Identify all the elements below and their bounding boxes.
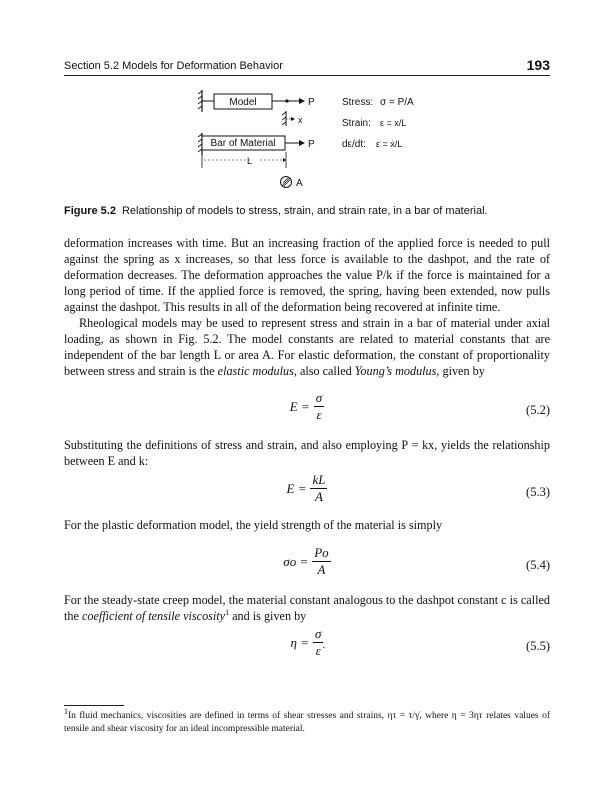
equation-5-5 <box>64 626 550 670</box>
a-label: A <box>296 178 303 189</box>
strain-label: Strain: <box>342 118 371 129</box>
paragraph-2: Rheological models may be used to represent stress and strain in a bar of material under axial loading, as shown in Fig. 5.2. The model constants are related to material constants that are independent of the bar length L or area A. For elastic deformation, the constant of proportionality between stress and strain is the elastic modulus, also called Young’s modulus, given by <box>64 316 550 378</box>
eq53-lhs: E = <box>286 480 307 496</box>
eq52-tag: (5.2) <box>526 403 550 417</box>
arrow-p1-icon <box>299 98 305 104</box>
footnote-text: In fluid mechanics, viscosities are defined in terms of shear stresses and strains, ητ = τ/γ̇, where η = 3ητ relates values of tensile and shear viscosity for an ideal incompressible material. <box>64 711 550 734</box>
paragraph-block-1 <box>64 235 550 379</box>
term-tensile-viscosity: coefficient of tensile viscosity <box>81 609 226 623</box>
equation-5-3 <box>64 472 550 516</box>
eq52-lhs: E = <box>289 398 310 414</box>
paragraph-block-4 <box>64 592 550 624</box>
rate-formula: ε̇ = ẋ/L <box>376 139 403 149</box>
equation-5-2 <box>64 390 550 434</box>
bar-box-label: Bar of Material <box>210 138 276 149</box>
figure-5-2 <box>190 82 430 194</box>
eq55-denominator: ε̇ <box>315 643 321 658</box>
figure-caption <box>64 205 550 217</box>
strain-formula: ε = x/L <box>380 118 407 128</box>
paragraph-block-2 <box>64 437 550 469</box>
equation-5-4 <box>64 545 550 589</box>
arrow-p2-icon <box>299 140 305 146</box>
paragraph-5: For the steady-state creep model, the material constant analogous to the dashpot constant c is called the coefficient of tensile viscosity$^1$ and is given by <box>64 593 550 623</box>
stress-formula: σ = P/A <box>380 97 414 108</box>
eq55-lhs: η = <box>290 634 310 650</box>
eq54-tag: (5.4) <box>526 558 550 572</box>
model-box-label: Model <box>229 97 257 108</box>
footnote-ref: 1 <box>225 607 230 617</box>
footnote <box>64 706 550 736</box>
p-label-2: P <box>308 139 315 150</box>
eq52-denominator: ε <box>316 407 322 422</box>
eq54-lhs: σo = <box>283 553 309 569</box>
x-label: x <box>298 115 303 125</box>
eq55-tag: (5.5) <box>526 639 550 653</box>
caption-text: Relationship of models to stress, strain, and strain rate, in a bar of material. <box>121 205 488 217</box>
page-number: 193 <box>526 57 550 73</box>
l-label: L <box>247 156 253 166</box>
rate-label: dε/dt: <box>342 139 366 150</box>
term-elastic-modulus: elastic modulus <box>217 364 294 378</box>
eq55-numerator: σ <box>315 626 322 641</box>
paragraph-1: deformation increases with time. But an increasing fraction of the applied force is needed to pull against the spring as x increases, so that less force is available to the dashpot, and the rate of deformation decreases. The deformation approaches the value P/k if the force is maintained for a long period of time. If the applied force is removed, the spring, having been extended, now pulls against the dashpot. This results in all of the deformation being recovered at infinite time. <box>64 236 550 314</box>
header-rule <box>64 75 550 76</box>
eq53-denominator: A <box>315 489 323 504</box>
stress-label: Stress: <box>342 97 374 108</box>
footnote-mark: 1 <box>64 706 68 716</box>
section-title: Section 5.2 Models for Deformation Behavior <box>64 60 283 72</box>
paragraph-block-3 <box>64 517 550 533</box>
figure-diagram <box>190 82 430 194</box>
footnote-rule <box>64 705 124 706</box>
term-youngs-modulus: Young’s modulus <box>354 364 437 378</box>
paragraph-3: Substituting the definitions of stress and strain, and also employing P = kx, yields the relationship between E and k: <box>64 438 550 468</box>
eq54-numerator: Po <box>314 545 329 560</box>
eq53-tag: (5.3) <box>526 485 550 499</box>
running-header <box>64 58 550 76</box>
arrow-x-icon <box>291 117 295 121</box>
eq54-denominator: A <box>317 562 326 577</box>
p-label-1: P <box>308 97 315 108</box>
caption-label: Figure 5.2 <box>64 205 116 217</box>
eq53-numerator: kL <box>312 472 326 487</box>
eq52-numerator: σ <box>315 390 323 405</box>
paragraph-4: For the plastic deformation model, the yield strength of the material is simply <box>64 518 443 532</box>
